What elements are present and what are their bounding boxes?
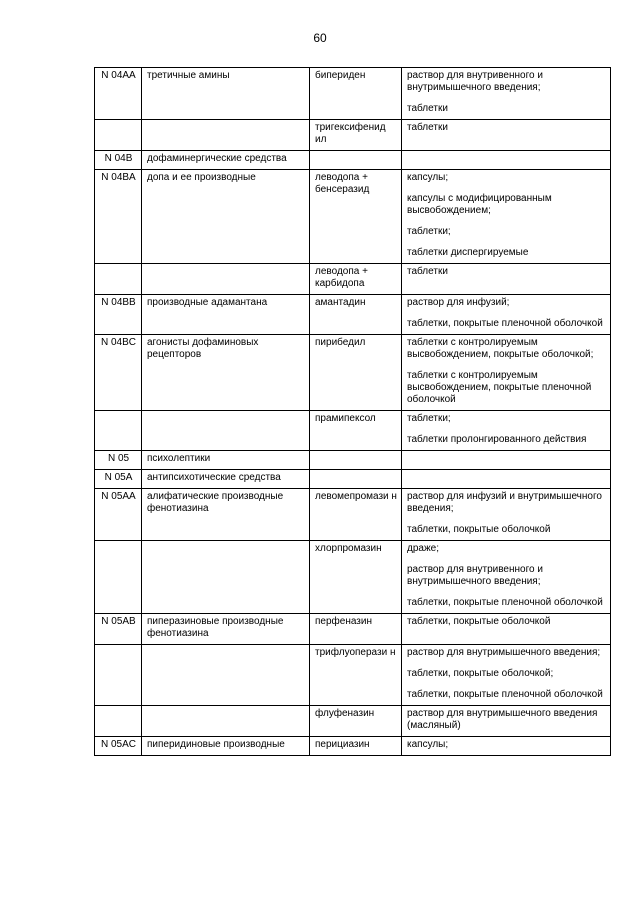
dosage-forms-cell bbox=[402, 451, 611, 470]
dosage-form: раствор для внутримышечного введения; bbox=[407, 647, 601, 658]
group-name-cell bbox=[142, 411, 310, 451]
page-number: 60 bbox=[313, 31, 327, 45]
atc-code-cell: N 04BB bbox=[95, 295, 142, 335]
drug-name-cell: леводопа + карбидопа bbox=[310, 264, 402, 295]
drug-name-cell: прамипексол bbox=[310, 411, 402, 451]
table-row bbox=[95, 614, 611, 645]
dosage-form: капсулы с модифицированным высвобождением; bbox=[407, 193, 552, 216]
dosage-form: таблетки, покрытые оболочкой bbox=[407, 616, 551, 627]
group-name-cell: допа и ее производные bbox=[142, 170, 310, 264]
dosage-form: таблетки с контролируемым высвобождением, покрытые оболочкой; bbox=[407, 337, 594, 360]
table-row bbox=[95, 470, 611, 489]
dosage-form: раствор для инфузий и внутримышечного введения; bbox=[407, 491, 602, 514]
dosage-forms-cell bbox=[402, 706, 611, 737]
dosage-form: таблетки, покрытые оболочкой; bbox=[407, 668, 554, 679]
dosage-form: таблетки, покрытые пленочной оболочкой bbox=[407, 597, 603, 608]
atc-code-cell: N 04B bbox=[95, 151, 142, 170]
dosage-forms-cell bbox=[402, 170, 611, 264]
group-name-cell: пиперазиновые производные фенотиазина bbox=[142, 614, 310, 645]
drug-name-cell: флуфеназин bbox=[310, 706, 402, 737]
dosage-form: раствор для инфузий; bbox=[407, 297, 510, 308]
dosage-forms-cell bbox=[402, 470, 611, 489]
dosage-forms-cell bbox=[402, 614, 611, 645]
table-row bbox=[95, 264, 611, 295]
dosage-form: раствор для внутривенного и внутримышечного введения; bbox=[407, 564, 543, 587]
atc-code-cell bbox=[95, 411, 142, 451]
table-row bbox=[95, 68, 611, 120]
dosage-form: капсулы; bbox=[407, 739, 449, 750]
table-row bbox=[95, 120, 611, 151]
atc-code-cell: N 04BC bbox=[95, 335, 142, 411]
group-name-cell bbox=[142, 706, 310, 737]
group-name-cell: пиперидиновые производные bbox=[142, 737, 310, 756]
table-row bbox=[95, 541, 611, 614]
dosage-form: таблетки пролонгированного действия bbox=[407, 434, 587, 445]
dosage-forms-cell bbox=[402, 541, 611, 614]
dosage-forms-cell bbox=[402, 295, 611, 335]
group-name-cell: агонисты дофаминовых рецепторов bbox=[142, 335, 310, 411]
dosage-form: таблетки; bbox=[407, 413, 451, 424]
table-row bbox=[95, 411, 611, 451]
table-row bbox=[95, 335, 611, 411]
drug-name-cell: хлорпромазин bbox=[310, 541, 402, 614]
group-name-cell bbox=[142, 120, 310, 151]
dosage-form: капсулы; bbox=[407, 172, 449, 183]
dosage-form: таблетки bbox=[407, 103, 448, 114]
drug-name-cell: трифлуоперази н bbox=[310, 645, 402, 706]
atc-code-cell: N 05A bbox=[95, 470, 142, 489]
dosage-form: раствор для внутримышечного введения (масляный) bbox=[407, 708, 598, 731]
group-name-cell: третичные амины bbox=[142, 68, 310, 120]
table-row bbox=[95, 151, 611, 170]
group-name-cell: алифатические производные фенотиазина bbox=[142, 489, 310, 541]
drug-classification-table bbox=[94, 67, 611, 756]
atc-code-cell bbox=[95, 264, 142, 295]
dosage-forms-cell bbox=[402, 151, 611, 170]
dosage-forms-cell bbox=[402, 489, 611, 541]
drug-name-cell bbox=[310, 451, 402, 470]
dosage-form: таблетки bbox=[407, 266, 448, 277]
dosage-form: таблетки с контролируемым высвобождением, покрытые пленочной оболочкой bbox=[407, 370, 592, 405]
dosage-form: драже; bbox=[407, 543, 439, 554]
group-name-cell: дофаминергические средства bbox=[142, 151, 310, 170]
group-name-cell: психолептики bbox=[142, 451, 310, 470]
dosage-form: таблетки; bbox=[407, 226, 451, 237]
drug-name-cell: перициазин bbox=[310, 737, 402, 756]
dosage-forms-cell bbox=[402, 120, 611, 151]
table-row bbox=[95, 451, 611, 470]
drug-name-cell: тригексифенид ил bbox=[310, 120, 402, 151]
atc-code-cell: N 05AB bbox=[95, 614, 142, 645]
group-name-cell bbox=[142, 264, 310, 295]
group-name-cell bbox=[142, 541, 310, 614]
table-row bbox=[95, 489, 611, 541]
drug-name-cell: пирибедил bbox=[310, 335, 402, 411]
atc-code-cell bbox=[95, 120, 142, 151]
atc-code-cell: N 04BA bbox=[95, 170, 142, 264]
drug-name-cell: амантадин bbox=[310, 295, 402, 335]
dosage-form: таблетки диспергируемые bbox=[407, 247, 529, 258]
drug-name-cell bbox=[310, 470, 402, 489]
dosage-forms-cell bbox=[402, 737, 611, 756]
atc-code-cell bbox=[95, 645, 142, 706]
table-row bbox=[95, 295, 611, 335]
dosage-form: таблетки, покрытые пленочной оболочкой bbox=[407, 318, 603, 329]
drug-name-cell: перфеназин bbox=[310, 614, 402, 645]
dosage-form: таблетки, покрытые пленочной оболочкой bbox=[407, 689, 603, 700]
group-name-cell bbox=[142, 645, 310, 706]
atc-code-cell: N 05 bbox=[95, 451, 142, 470]
table-row bbox=[95, 645, 611, 706]
drug-name-cell: левомепромази н bbox=[310, 489, 402, 541]
dosage-forms-cell bbox=[402, 68, 611, 120]
group-name-cell: антипсихотические средства bbox=[142, 470, 310, 489]
dosage-forms-cell bbox=[402, 264, 611, 295]
dosage-forms-cell bbox=[402, 411, 611, 451]
dosage-forms-cell bbox=[402, 335, 611, 411]
dosage-form: таблетки bbox=[407, 122, 448, 133]
dosage-forms-cell bbox=[402, 645, 611, 706]
atc-code-cell bbox=[95, 541, 142, 614]
atc-code-cell: N 05AC bbox=[95, 737, 142, 756]
table-row bbox=[95, 170, 611, 264]
drug-name-cell: бипериден bbox=[310, 68, 402, 120]
drug-name-cell: леводопа + бенсеразид bbox=[310, 170, 402, 264]
drug-name-cell bbox=[310, 151, 402, 170]
atc-code-cell: N 04AA bbox=[95, 68, 142, 120]
dosage-form: раствор для внутривенного и внутримышечного введения; bbox=[407, 70, 543, 93]
group-name-cell: производные адамантана bbox=[142, 295, 310, 335]
table-row bbox=[95, 706, 611, 737]
dosage-form: таблетки, покрытые оболочкой bbox=[407, 524, 551, 535]
atc-code-cell: N 05AA bbox=[95, 489, 142, 541]
table-row bbox=[95, 737, 611, 756]
atc-code-cell bbox=[95, 706, 142, 737]
